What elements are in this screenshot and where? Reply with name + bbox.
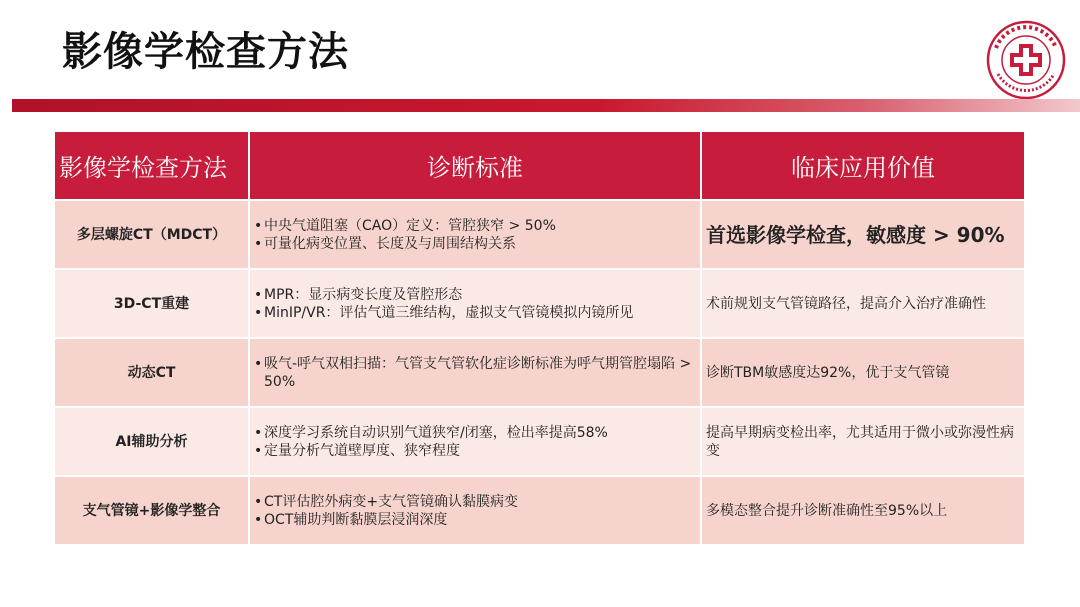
- table-row: [55, 338, 1025, 407]
- table-row: [55, 407, 1025, 476]
- criteria-item: • MPR：显示病变长度及管腔形态: [254, 286, 696, 304]
- criteria-cell: [249, 200, 701, 269]
- method-cell: 动态CT: [55, 338, 249, 407]
- value-cell: 术前规划支气管镜路径，提高介入治疗准确性: [701, 269, 1025, 338]
- value-cell: 诊断TBM敏感度达92%，优于支气管镜: [701, 338, 1025, 407]
- value-cell: 首选影像学检查，敏感度 > 90%: [701, 200, 1025, 269]
- criteria-item: • CT评估腔外病变+支气管镜确认黏膜病变: [254, 493, 696, 511]
- criteria-item: • MinIP/VR：评估气道三维结构，虚拟支气管镜模拟内镜所见: [254, 304, 696, 322]
- table-row: [55, 476, 1025, 544]
- title-divider: [12, 99, 1080, 112]
- value-cell: 提高早期病变检出率，尤其适用于微小或弥漫性病变: [701, 407, 1025, 476]
- criteria-cell: [249, 407, 701, 476]
- header-value: 临床应用价值: [701, 132, 1025, 200]
- criteria-item: • 吸气-呼气双相扫描：气管支气管软化症诊断标准为呼气期管腔塌陷 > 50%: [254, 355, 696, 391]
- criteria-cell: [249, 269, 701, 338]
- criteria-item: • 深度学习系统自动识别气道狭窄/闭塞，检出率提高58%: [254, 424, 696, 442]
- criteria-item: • 中央气道阻塞（CAO）定义：管腔狭窄 > 50%: [254, 217, 696, 235]
- method-cell: 3D-CT重建: [55, 269, 249, 338]
- header-criteria: 诊断标准: [249, 132, 701, 200]
- method-cell: 多层螺旋CT（MDCT）: [55, 200, 249, 269]
- hospital-logo: [986, 20, 1066, 100]
- table-row: [55, 200, 1025, 269]
- criteria-item: • 可量化病变位置、长度及与周围结构关系: [254, 235, 696, 253]
- criteria-item: • OCT辅助判断黏膜层浸润深度: [254, 511, 696, 529]
- criteria-cell: [249, 338, 701, 407]
- imaging-methods-table: [55, 132, 1026, 544]
- header-method: 影像学检查方法: [55, 132, 249, 200]
- method-cell: 支气管镜+影像学整合: [55, 476, 249, 544]
- method-cell: AI辅助分析: [55, 407, 249, 476]
- table-header-row: [55, 132, 1025, 200]
- criteria-item: • 定量分析气道壁厚度、狭窄程度: [254, 442, 696, 460]
- table-row: [55, 269, 1025, 338]
- value-cell: 多模态整合提升诊断准确性至95%以上: [701, 476, 1025, 544]
- slide-title: 影像学检查方法: [62, 29, 349, 75]
- criteria-cell: [249, 476, 701, 544]
